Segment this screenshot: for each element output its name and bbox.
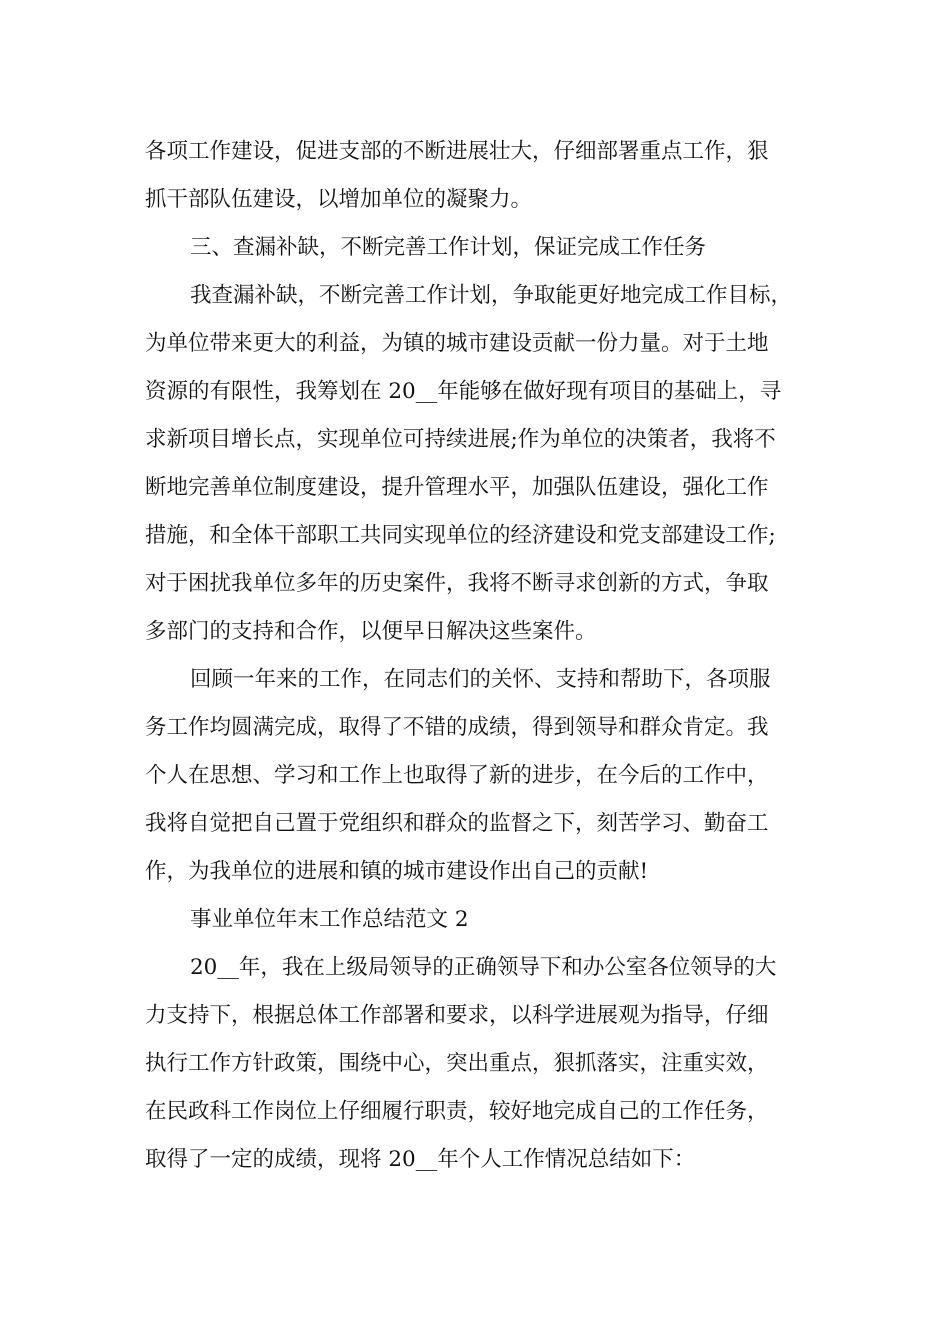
text-line: 多部门的支持和合作，以便早日解决这些案件。 [145,619,597,644]
text-line: 务工作均圆满完成，取得了不错的成绩，得到领导和群众肯定。我 [145,715,769,740]
text-line: 措施，和全体干部职工共同实现单位的经济建设和党支部建设工作; [145,523,776,548]
text-line: 对于困扰我单位多年的历史案件，我将不断寻求创新的方式，争取 [145,571,769,596]
section-title: 事业单位年末工作总结范文 2 [190,907,469,932]
text-line: 求新项目增长点，实现单位可持续进展;作为单位的决策者，我将不 [145,427,776,452]
text-line: 回顾一年来的工作，在同志们的关怀、支持和帮助下，各项服 [190,667,771,692]
text-line: 取得了一定的成绩，现将 20__年个人工作情况总结如下： [145,1147,696,1172]
text-line: 20__年，我在上级局领导的正确领导下和办公室各位领导的大 [190,955,777,980]
text-line: 在民政科工作岗位上仔细履行职责，较好地完成自己的工作任务， [145,1099,769,1124]
text-line: 我查漏补缺，不断完善工作计划，争取能更好地完成工作目标， [190,283,793,308]
text-line: 个人在思想、学习和工作上也取得了新的进步，在今后的工作中， [145,763,769,788]
text-line: 作，为我单位的进展和镇的城市建设作出自己的贡献! [145,859,649,884]
text-line: 我将自觉把自己置于党组织和群众的监督之下，刻苦学习、勤奋工 [145,811,769,836]
text-line: 各项工作建设，促进支部的不断进展壮大，仔细部署重点工作，狠 [145,139,769,164]
text-line: 断地完善单位制度建设，提升管理水平，加强队伍建设，强化工作 [145,475,769,500]
document-body [145,128,815,1184]
section-heading: 三、查漏补缺，不断完善工作计划，保证完成工作任务 [190,235,707,260]
text-line: 力支持下，根据总体工作部署和要求，以科学进展观为指导，仔细 [145,1003,769,1028]
text-line: 为单位带来更大的利益，为镇的城市建设贡献一份力量。对于土地 [145,331,769,356]
text-line: 资源的有限性，我筹划在 20__年能够在做好现有项目的基础上，寻 [145,379,782,404]
text-line: 抓干部队伍建设，以增加单位的凝聚力。 [145,187,533,212]
text-line: 执行工作方针政策，围绕中心，突出重点，狠抓落实，注重实效， [145,1051,769,1076]
